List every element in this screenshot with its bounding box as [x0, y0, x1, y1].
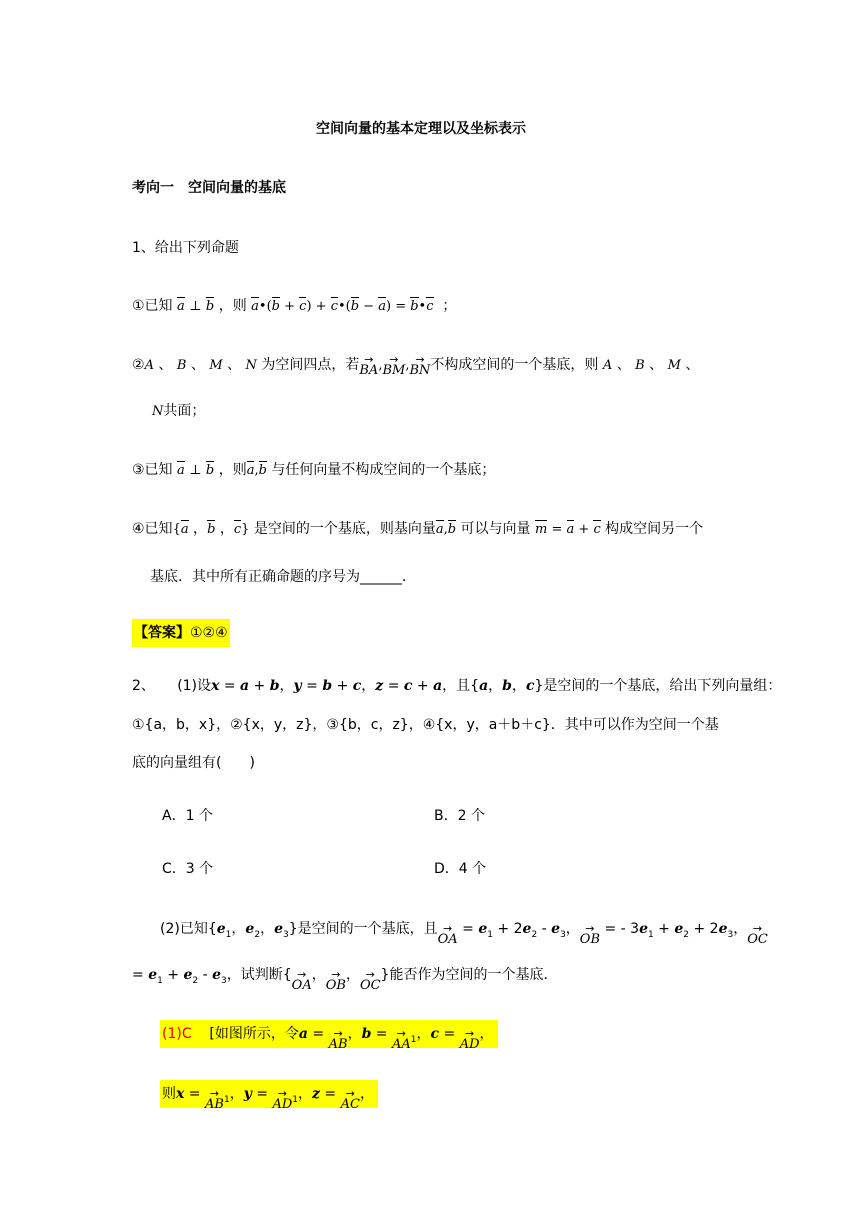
q2-part2-cont: = $e_1 + e_2 - e_3$，试判断{ → OA ， → OB ， → OC }能否作为空间的一个基底．: [132, 967, 558, 993]
option-d[interactable]: D．4 个: [434, 861, 487, 877]
q2-part1: 2、 (1)设x = a + b，y = b + c，z = c + a，且{a，b，c}是空间的一个基底，给出下列向量组：: [132, 678, 782, 694]
solution-prefix: (1)C: [162, 1026, 192, 1042]
q2-part2: (2)已知{$e_1$，$e_2$，$e_3$}是空间的一个基底，且 → OA = $e_1 + 2e_2 - e_3$， → OB = - $3e_1 + e_2 + 2e_3$， → OC: [160, 921, 768, 947]
option-a[interactable]: A．1 个: [162, 808, 213, 824]
q1-proposition-4-cont: 基底．其中所有正确命题的序号为______．: [150, 569, 416, 585]
q1-intro: [132, 237, 239, 259]
q1-number: 1、: [132, 240, 155, 256]
q1-intro-text: 给出下列命题: [154, 240, 239, 256]
q1-answer: [132, 622, 230, 644]
q2-groups: ①{a，b，x}，②{x，y，z}，③{b，c，z}，④{x，y，a＋b＋c}．其中可以作为空间一个基: [132, 717, 719, 733]
q2-end: 底的向量组有( ): [132, 755, 255, 771]
solution-line-1: (1)C [如图所示，令a = → AB ，b = → AA $_1$，c = → AD ，: [160, 1023, 498, 1051]
q1-proposition-2: ②A 、 B 、 M 、 N 为空间四点，若 → BA , → BM , → BN 不构成空间的一个基底，则 A 、 B 、 M 、: [132, 353, 700, 378]
q1-proposition-1: ①已知 a ⊥ b ，则 a•(b + c) + c•(b − a) = b•c ；: [132, 295, 456, 318]
option-c[interactable]: C．3 个: [162, 861, 214, 877]
answer-label: 【答案】: [134, 625, 190, 641]
solution-line-2: 则x = → AB $_1$，y = → AD $_1$，z = → AC ，: [160, 1083, 378, 1111]
q2-number: 2、: [132, 678, 155, 694]
q1-proposition-3: ③已知 a ⊥ b ，则a,b 与任何向量不构成空间的一个基底；: [132, 459, 495, 482]
section-heading: 考向一 空间向量的基底: [132, 180, 286, 196]
answer-value: ①②④: [190, 625, 228, 641]
option-b[interactable]: B．2 个: [434, 808, 485, 824]
page-title: 空间向量的基本定理以及坐标表示: [316, 121, 526, 137]
q1-proposition-2-cont: N共面；: [152, 403, 206, 419]
q1-proposition-4: ④已知{a ，b ，c} 是空间的一个基底，则基向量a,b 可以与向量 m = a + c 构成空间另一个: [132, 518, 703, 541]
